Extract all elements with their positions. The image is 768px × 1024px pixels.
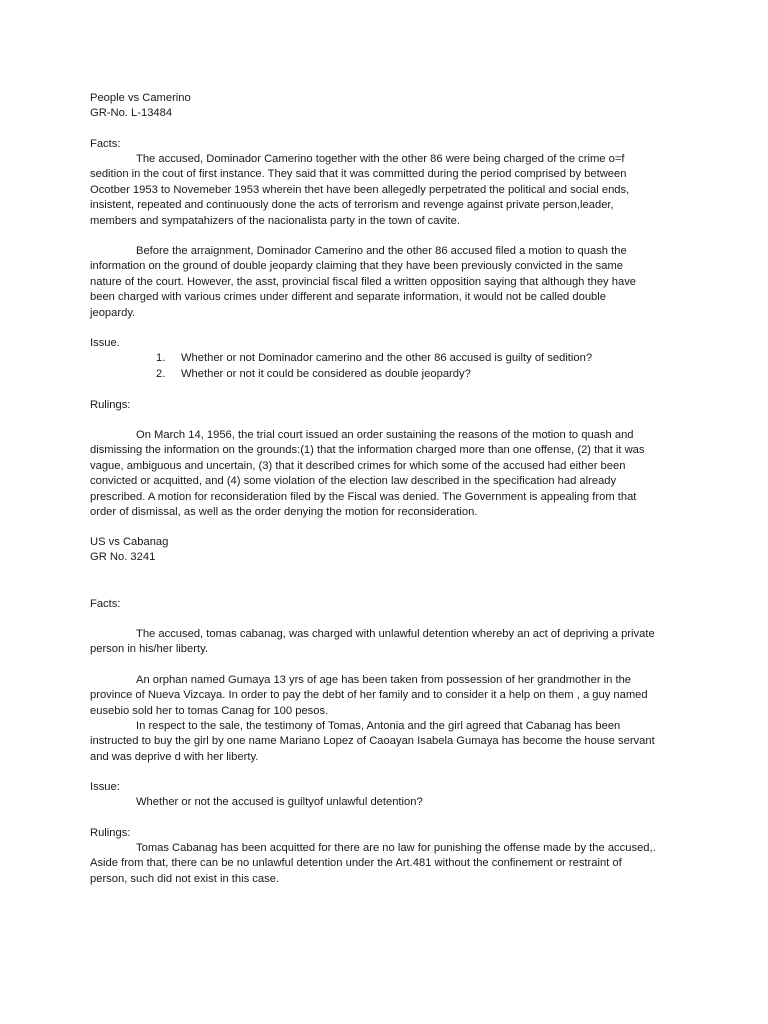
paragraph-line: been charged with various crimes under different and separate information, it would not be called double: [90, 291, 606, 304]
paragraph-line: Before the arraignment, Dominador Camerino and the other 86 accused filed a motion to quash the: [136, 245, 627, 257]
paragraph-line: On March 14, 1956, the trial court issued an order sustaining the reasons of the motion to quash and: [136, 429, 634, 441]
paragraph-line: nature of the court. However, the asst, provincial fiscal filed a written opposition saying that although they have: [90, 275, 637, 288]
paragraph-line: Aside from that, there can be no unlawful detention under the Art.481 without the confinement or restraint of: [90, 857, 622, 870]
case1-issue-heading: [90, 336, 680, 351]
paragraph-line: instructed to buy the girl by one name Mariano Lopez of Caoayan Isabela Gumaya has become the house servant: [90, 735, 655, 748]
list-item-text: Whether or not Dominador camerino and the other 86 accused is guilty of sedition?: [181, 352, 593, 364]
paragraph-line: jeopardy.: [90, 306, 136, 319]
issue-heading-text: Issue.: [90, 337, 120, 349]
case2-gr-number: GR No. 3241: [90, 551, 156, 564]
paragraph-line: members and sympatahizers of the nacionalista party in the town of cavite.: [90, 214, 460, 227]
case1-facts-paragraph-2: [90, 244, 680, 321]
paragraph-line: and was deprive d with her liberty.: [90, 750, 259, 763]
paragraph-line: An orphan named Gumaya 13 yrs of age has been taken from possession of her grandmother in the: [136, 674, 632, 686]
case1-title: People vs Camerino: [90, 92, 191, 104]
paragraph-line: person, such did not exist in this case.: [90, 872, 280, 885]
case2-facts-heading: [90, 597, 680, 612]
paragraph-line: dismissing the information on the grounds:(1) that the information charged more than one offense, (2) that it was: [90, 444, 645, 457]
case1-facts-paragraph-1: [90, 152, 680, 229]
case2-issue-heading: [90, 780, 680, 795]
paragraph-line: insistent, repeated and continuously done the acts of terrorism and revenge against private person,leader,: [90, 199, 614, 212]
paragraph-line: vague, ambiguous and uncertain, (3) that it described crimes for which some of the accused had either been: [90, 459, 626, 472]
case2-title: US vs Cabanag: [90, 536, 169, 548]
case1-gr-number: GR-No. L-13484: [90, 107, 173, 120]
case2-facts-paragraph-1: [90, 627, 680, 658]
case1-facts-heading: [90, 137, 680, 152]
paragraph-line: person in his/her liberty.: [90, 643, 208, 656]
case1-header: [90, 91, 680, 122]
facts-heading-text: Facts:: [90, 138, 121, 150]
issue-heading-text: Issue:: [90, 781, 120, 793]
list-number: 1.: [156, 352, 166, 364]
paragraph-line: In respect to the sale, the testimony of Tomas, Antonia and the girl agreed that Cabanag has been: [136, 720, 621, 732]
paragraph-line: order of dismissal, as well as the order denying the motion for reconsideration.: [90, 506, 478, 519]
paragraph-line: eusebio sold her to tomas Canag for 100 pesos.: [90, 704, 329, 717]
paragraph-line: The accused, tomas cabanag, was charged with unlawful detention whereby an act of depriving a private: [136, 628, 655, 640]
paragraph-line: province of Nueva Vizcaya. In order to pay the debt of her family and to consider it a help on them , a guy named: [90, 689, 648, 702]
case2-rulings-paragraph: [90, 841, 680, 887]
paragraph-line: Tomas Cabanag has been acquitted for there are no law for punishing the offense made by the accused,.: [136, 842, 656, 854]
case1-rulings-heading: [90, 398, 680, 413]
paragraph-line: The accused, Dominador Camerino together with the other 86 were being charged of the crime o=f: [136, 153, 625, 165]
case2-facts-paragraph-2: [90, 673, 680, 719]
paragraph-line: prescribed. A motion for reconsideration filed by the Fiscal was denied. The Government is appealing from that: [90, 490, 637, 503]
case1-rulings-paragraph: [90, 428, 680, 520]
case2-issue-text: [90, 795, 680, 810]
paragraph-line: Ocotber 1953 to Novemeber 1953 wherein thet have been allegedly perpetrated the political and social ends,: [90, 183, 630, 196]
case2-header: [90, 535, 680, 566]
case2-facts-paragraph-3: [90, 719, 680, 765]
facts-heading-text: Facts:: [90, 598, 121, 610]
paragraph-line: sedition in the cout of first instance. They said that it was committed during the period comprised by between: [90, 168, 627, 181]
rulings-heading-text: Rulings:: [90, 827, 131, 839]
rulings-heading-text: Rulings:: [90, 399, 131, 411]
paragraph-line: Whether or not the accused is guiltyof unlawful detention?: [136, 796, 423, 808]
list-number: 2.: [156, 368, 166, 380]
paragraph-line: information on the ground of double jeopardy claiming that they have been previously convicted in the same: [90, 260, 623, 273]
list-item-text: Whether or not it could be considered as double jeopardy?: [181, 368, 471, 380]
paragraph-line: convicted or acquitted, and (4) some violation of the election law described in the specification had already: [90, 475, 617, 488]
case2-rulings-heading: [90, 826, 680, 841]
